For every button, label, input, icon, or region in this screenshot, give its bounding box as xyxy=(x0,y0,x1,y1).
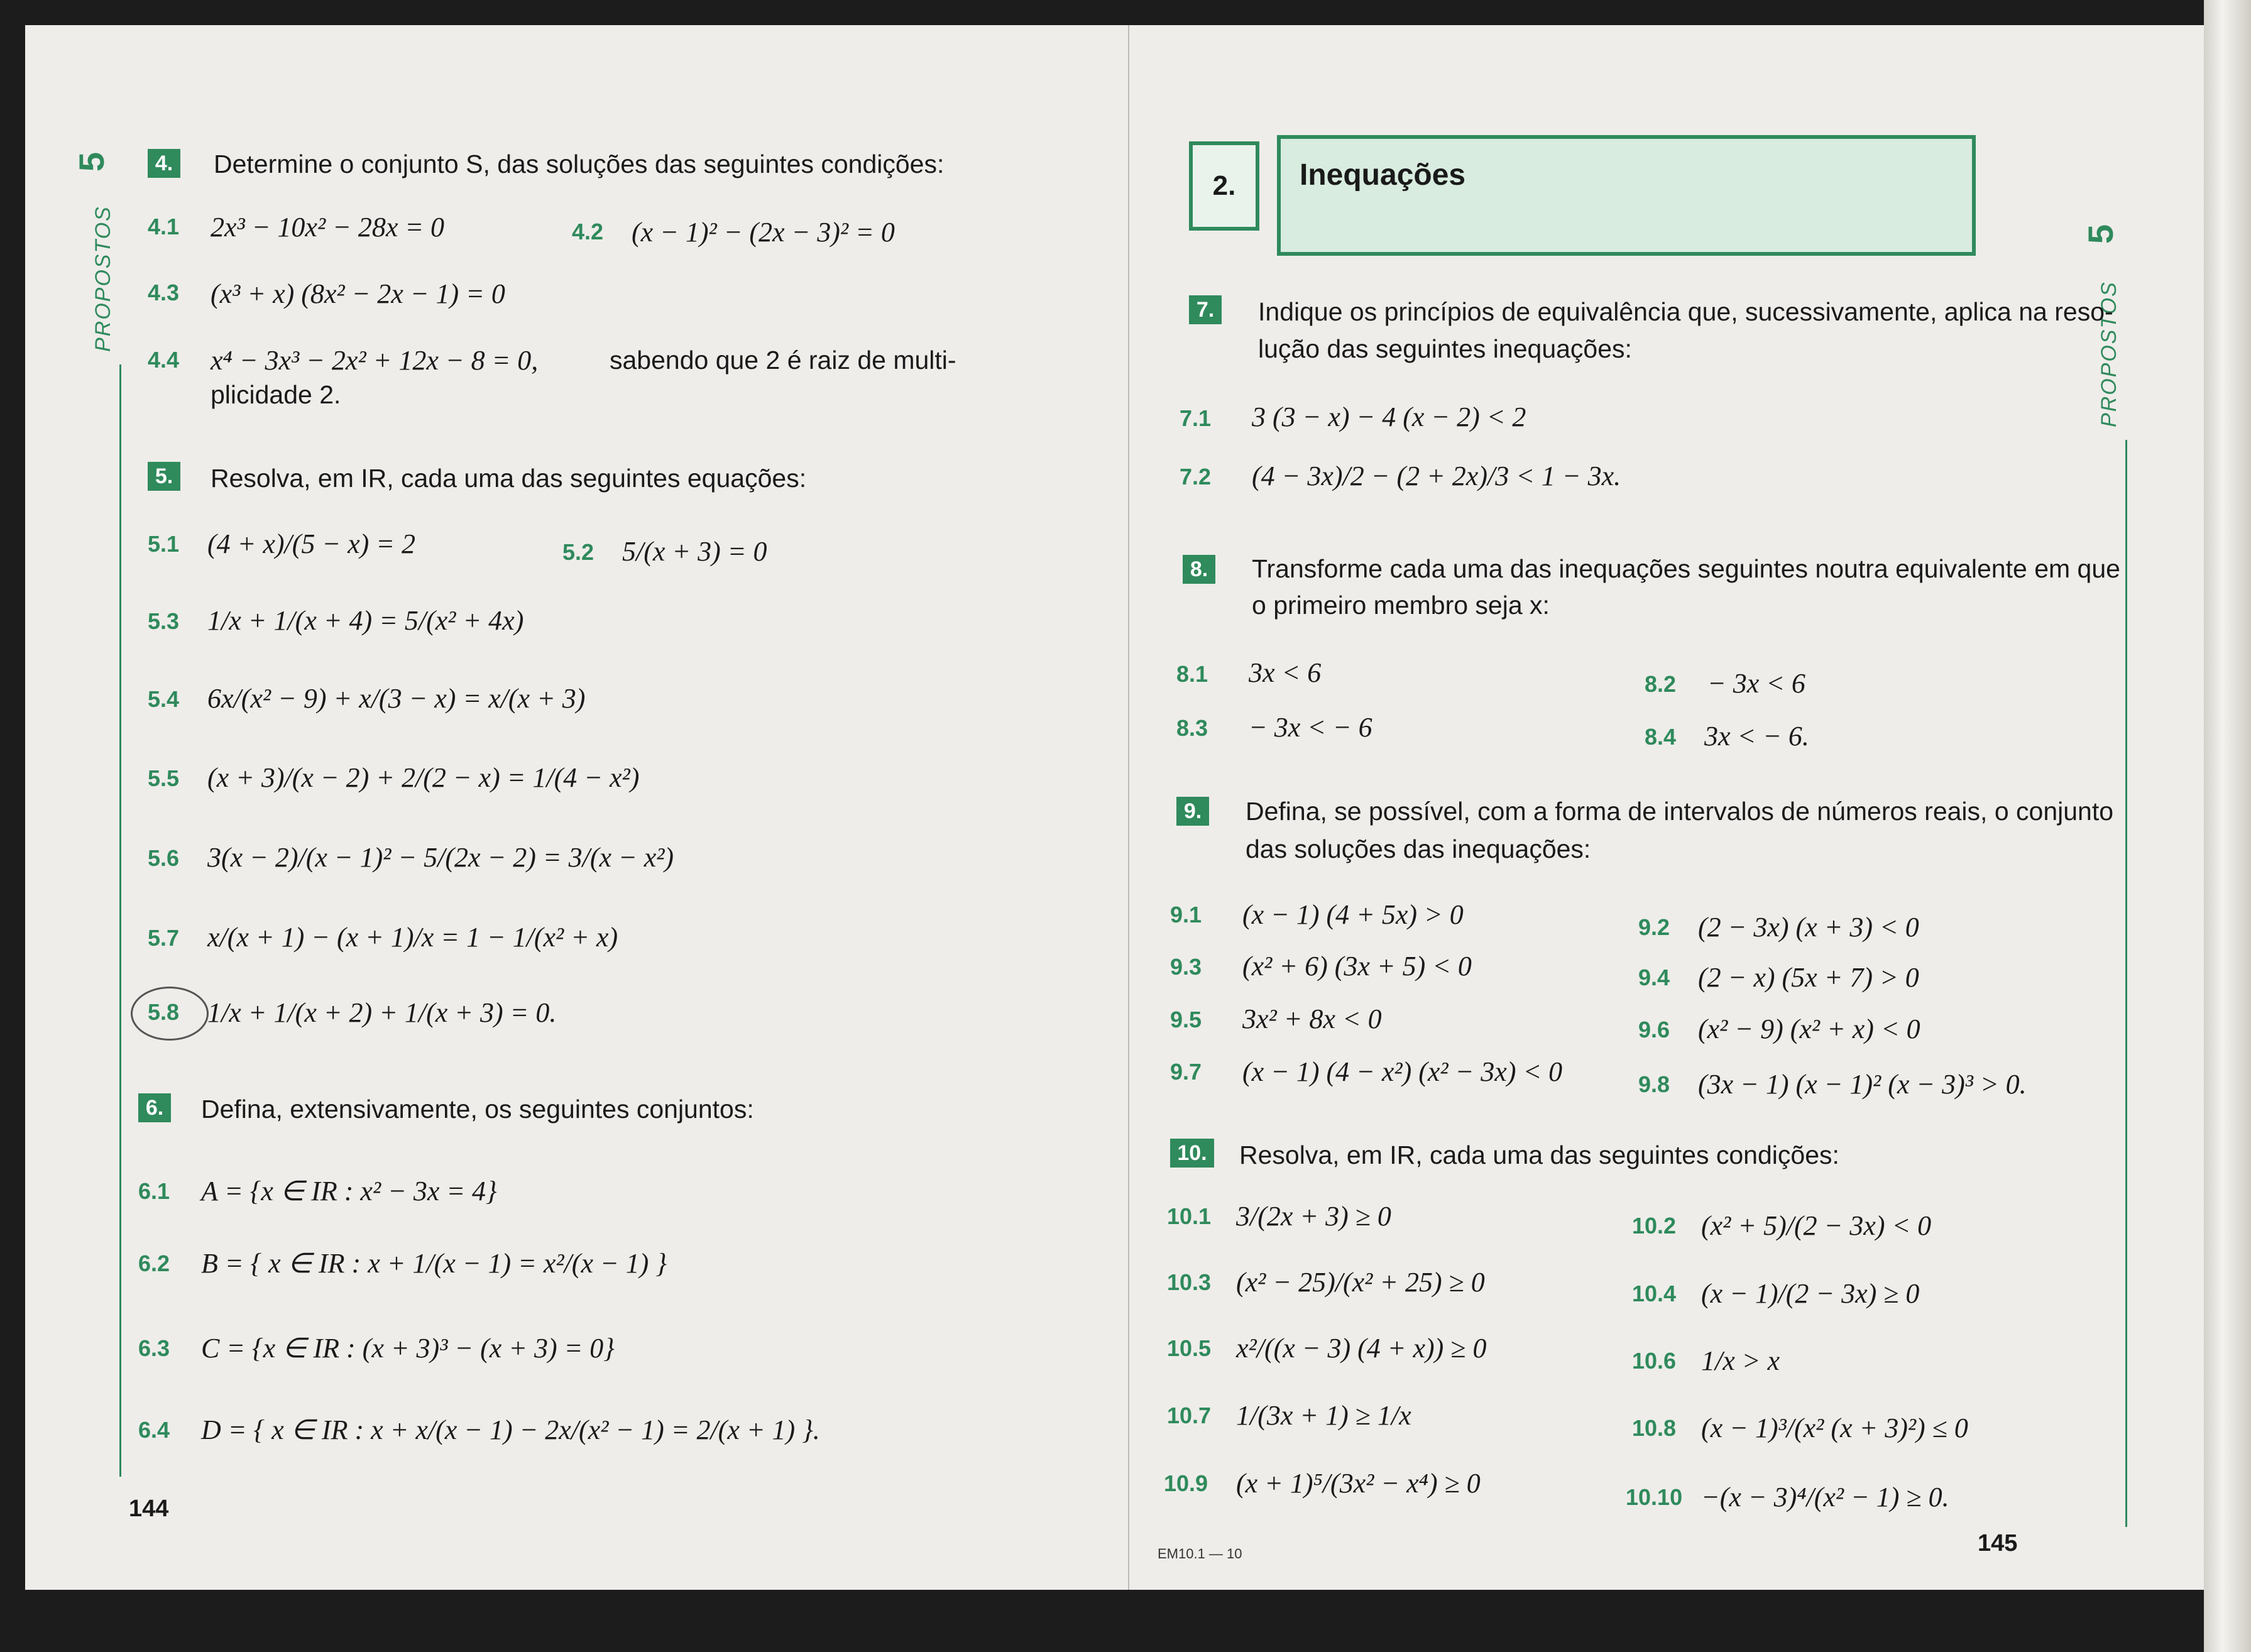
item-expression: 1/x + 1/(x + 2) + 1/(x + 3) = 0. xyxy=(207,997,557,1028)
side-section-label: PROPOSTOS xyxy=(2097,281,2121,427)
item-expression: x⁴ − 3x³ − 2x² + 12x − 8 = 0, xyxy=(211,345,539,376)
item-number: 9.3 xyxy=(1170,954,1202,980)
margin-rule xyxy=(2125,440,2127,1527)
item-expression: −(x − 3)⁴/(x² − 1) ≥ 0. xyxy=(1701,1482,1949,1513)
right-page xyxy=(1129,25,2204,1590)
item-note: sabendo que 2 é raiz de multi- xyxy=(610,346,956,375)
exercise-badge-8: 8. xyxy=(1183,555,1215,584)
item-expression: x/(x + 1) − (x + 1)/x = 1 − 1/(x² + x) xyxy=(207,922,618,953)
side-chapter-number: 5 xyxy=(72,151,112,172)
item-expression: A = {x ∈ IR : x² − 3x = 4} xyxy=(201,1176,497,1206)
item-expression: (4 + x)/(5 − x) = 2 xyxy=(207,528,415,559)
item-number: 5.8 xyxy=(148,999,180,1025)
item-expression: − 3x < 6 xyxy=(1707,668,1805,699)
item-expression: (2 − x) (5x + 7) > 0 xyxy=(1698,962,1919,993)
exercise-badge-10: 10. xyxy=(1170,1139,1214,1168)
item-number: 6.4 xyxy=(138,1417,170,1443)
item-number: 10.6 xyxy=(1632,1348,1677,1374)
item-expression: (x + 1)⁵/(3x² − x⁴) ≥ 0 xyxy=(1236,1468,1481,1499)
item-note: plicidade 2. xyxy=(211,380,341,409)
item-number: 4.4 xyxy=(148,347,180,373)
item-number: 5.7 xyxy=(148,925,180,951)
item-expression: (x² − 25)/(x² + 25) ≥ 0 xyxy=(1236,1267,1485,1298)
item-number: 5.1 xyxy=(148,531,180,557)
page-number: 145 xyxy=(1978,1530,2018,1556)
exercise-prompt-7-line1: Indique os princípios de equivalência que, sucessivamente, aplica na reso- xyxy=(1258,297,2113,326)
item-number: 4.2 xyxy=(572,219,604,244)
item-number: 6.3 xyxy=(138,1335,170,1361)
item-expression: 1/(3x + 1) ≥ 1/x xyxy=(1236,1400,1411,1431)
exercise-prompt-8-line2: o primeiro membro seja x: xyxy=(1252,591,1550,620)
item-expression: B = { x ∈ IR : x + 1/(x − 1) = x²/(x − 1) } xyxy=(201,1248,667,1279)
item-number: 7.1 xyxy=(1180,405,1212,431)
item-number: 7.2 xyxy=(1180,464,1212,490)
exercise-badge-5: 5. xyxy=(148,462,180,491)
item-expression: 3 (3 − x) − 4 (x − 2) < 2 xyxy=(1252,402,1526,432)
item-expression: (x² + 6) (3x + 5) < 0 xyxy=(1242,951,1472,982)
exercise-badge-9: 9. xyxy=(1176,797,1209,826)
item-number: 8.2 xyxy=(1645,671,1677,697)
section-title-box xyxy=(1277,135,1976,256)
item-expression: 2x³ − 10x² − 28x = 0 xyxy=(211,212,445,243)
exercise-prompt-6: Defina, extensivamente, os seguintes conjuntos: xyxy=(201,1095,754,1124)
item-expression: 1/x + 1/(x + 4) = 5/(x² + 4x) xyxy=(207,605,524,636)
exercise-badge-7: 7. xyxy=(1189,295,1222,324)
item-number: 10.5 xyxy=(1167,1335,1212,1361)
exercise-prompt-9-line1: Defina, se possível, com a forma de intervalos de números reais, o conjunto xyxy=(1246,797,2114,826)
item-number: 9.1 xyxy=(1170,902,1202,927)
item-number: 9.4 xyxy=(1638,965,1670,990)
item-number: 6.2 xyxy=(138,1250,170,1276)
item-expression: 3x < 6 xyxy=(1249,657,1322,688)
item-expression: (x² + 5)/(2 − 3x) < 0 xyxy=(1701,1210,1932,1241)
item-number: 8.1 xyxy=(1176,661,1208,687)
side-chapter-number: 5 xyxy=(2081,224,2121,244)
footer-code: EM10.1 — 10 xyxy=(1158,1546,1242,1562)
exercise-badge-4: 4. xyxy=(148,149,180,178)
exercise-prompt-5: Resolva, em IR, cada uma das seguintes equações: xyxy=(211,464,807,493)
item-expression: x²/((x − 3) (4 + x)) ≥ 0 xyxy=(1236,1333,1487,1364)
item-expression: 3x² + 8x < 0 xyxy=(1242,1004,1382,1034)
item-expression: − 3x < − 6 xyxy=(1249,712,1372,743)
item-number: 9.2 xyxy=(1638,914,1670,940)
item-number: 8.3 xyxy=(1176,715,1208,741)
item-expression: (2 − 3x) (x + 3) < 0 xyxy=(1698,912,1919,943)
item-number: 5.6 xyxy=(148,845,180,871)
item-number: 10.1 xyxy=(1167,1203,1212,1229)
item-expression: (x − 1) (4 − x²) (x² − 3x) < 0 xyxy=(1242,1056,1563,1087)
margin-rule xyxy=(119,364,121,1477)
item-number: 5.3 xyxy=(148,608,180,634)
item-number: 5.5 xyxy=(148,765,180,791)
item-expression: 6x/(x² − 9) + x/(3 − x) = x/(x + 3) xyxy=(207,683,586,714)
item-expression: (3x − 1) (x − 1)² (x − 3)³ > 0. xyxy=(1698,1069,2027,1100)
exercise-prompt-10: Resolva, em IR, cada uma das seguintes condições: xyxy=(1239,1141,1839,1169)
exercise-prompt-4: Determine o conjunto S, das soluções das seguintes condições: xyxy=(214,150,945,178)
item-expression: (x + 3)/(x − 2) + 2/(2 − x) = 1/(4 − x²) xyxy=(207,762,640,793)
item-expression: (x − 1) (4 + 5x) > 0 xyxy=(1242,899,1464,930)
book-page-edges xyxy=(2204,0,2251,1652)
item-expression: (x² − 9) (x² + x) < 0 xyxy=(1698,1014,1920,1044)
item-expression: (4 − 3x)/2 − (2 + 2x)/3 < 1 − 3x. xyxy=(1252,461,1621,491)
item-expression: D = { x ∈ IR : x + x/(x − 1) − 2x/(x² − 1) = 2/(x + 1) }. xyxy=(201,1414,820,1445)
left-page xyxy=(25,25,1129,1590)
item-number: 10.7 xyxy=(1167,1403,1212,1428)
item-number: 9.7 xyxy=(1170,1059,1202,1085)
page-number: 144 xyxy=(129,1496,169,1522)
item-number: 4.3 xyxy=(148,280,180,305)
item-number: 10.8 xyxy=(1632,1415,1677,1441)
item-number: 10.9 xyxy=(1164,1470,1208,1496)
item-number: 5.4 xyxy=(148,686,180,712)
exercise-prompt-7-line2: lução das seguintes inequações: xyxy=(1258,334,1632,363)
item-number: 9.8 xyxy=(1638,1071,1670,1097)
item-expression: (x³ + x) (8x² − 2x − 1) = 0 xyxy=(211,278,505,309)
item-expression: 3(x − 2)/(x − 1)² − 5/(2x − 2) = 3/(x − x²) xyxy=(207,842,674,873)
item-number: 6.1 xyxy=(138,1178,170,1204)
exercise-prompt-8-line1: Transforme cada uma das inequações seguintes noutra equivalente em que xyxy=(1252,554,2120,583)
item-expression: 1/x > x xyxy=(1701,1345,1780,1376)
item-number: 10.3 xyxy=(1167,1269,1212,1295)
item-expression: C = {x ∈ IR : (x + 3)³ − (x + 3) = 0} xyxy=(201,1333,615,1364)
exercise-badge-6: 6. xyxy=(138,1093,171,1122)
exercise-prompt-9-line2: das soluções das inequações: xyxy=(1246,834,1591,863)
item-number: 9.5 xyxy=(1170,1007,1202,1032)
section-title: Inequações xyxy=(1300,158,1466,192)
item-expression: 3/(2x + 3) ≥ 0 xyxy=(1236,1201,1391,1232)
item-number: 10.10 xyxy=(1626,1484,1683,1510)
item-expression: (x − 1)³/(x² (x + 3)²) ≤ 0 xyxy=(1701,1413,1968,1443)
section-number: 2. xyxy=(1189,141,1259,231)
item-number: 4.1 xyxy=(148,214,180,239)
item-expression: (x − 1)² − (2x − 3)² = 0 xyxy=(632,217,895,248)
item-number: 10.2 xyxy=(1632,1213,1677,1239)
side-section-label: PROPOSTOS xyxy=(91,205,115,352)
item-expression: (x − 1)/(2 − 3x) ≥ 0 xyxy=(1701,1278,1920,1309)
item-number: 9.6 xyxy=(1638,1017,1670,1042)
item-expression: 5/(x + 3) = 0 xyxy=(622,536,767,567)
item-number: 8.4 xyxy=(1645,724,1677,750)
item-number: 10.4 xyxy=(1632,1281,1677,1306)
item-number: 5.2 xyxy=(562,539,594,565)
item-expression: 3x < − 6. xyxy=(1704,721,1809,752)
